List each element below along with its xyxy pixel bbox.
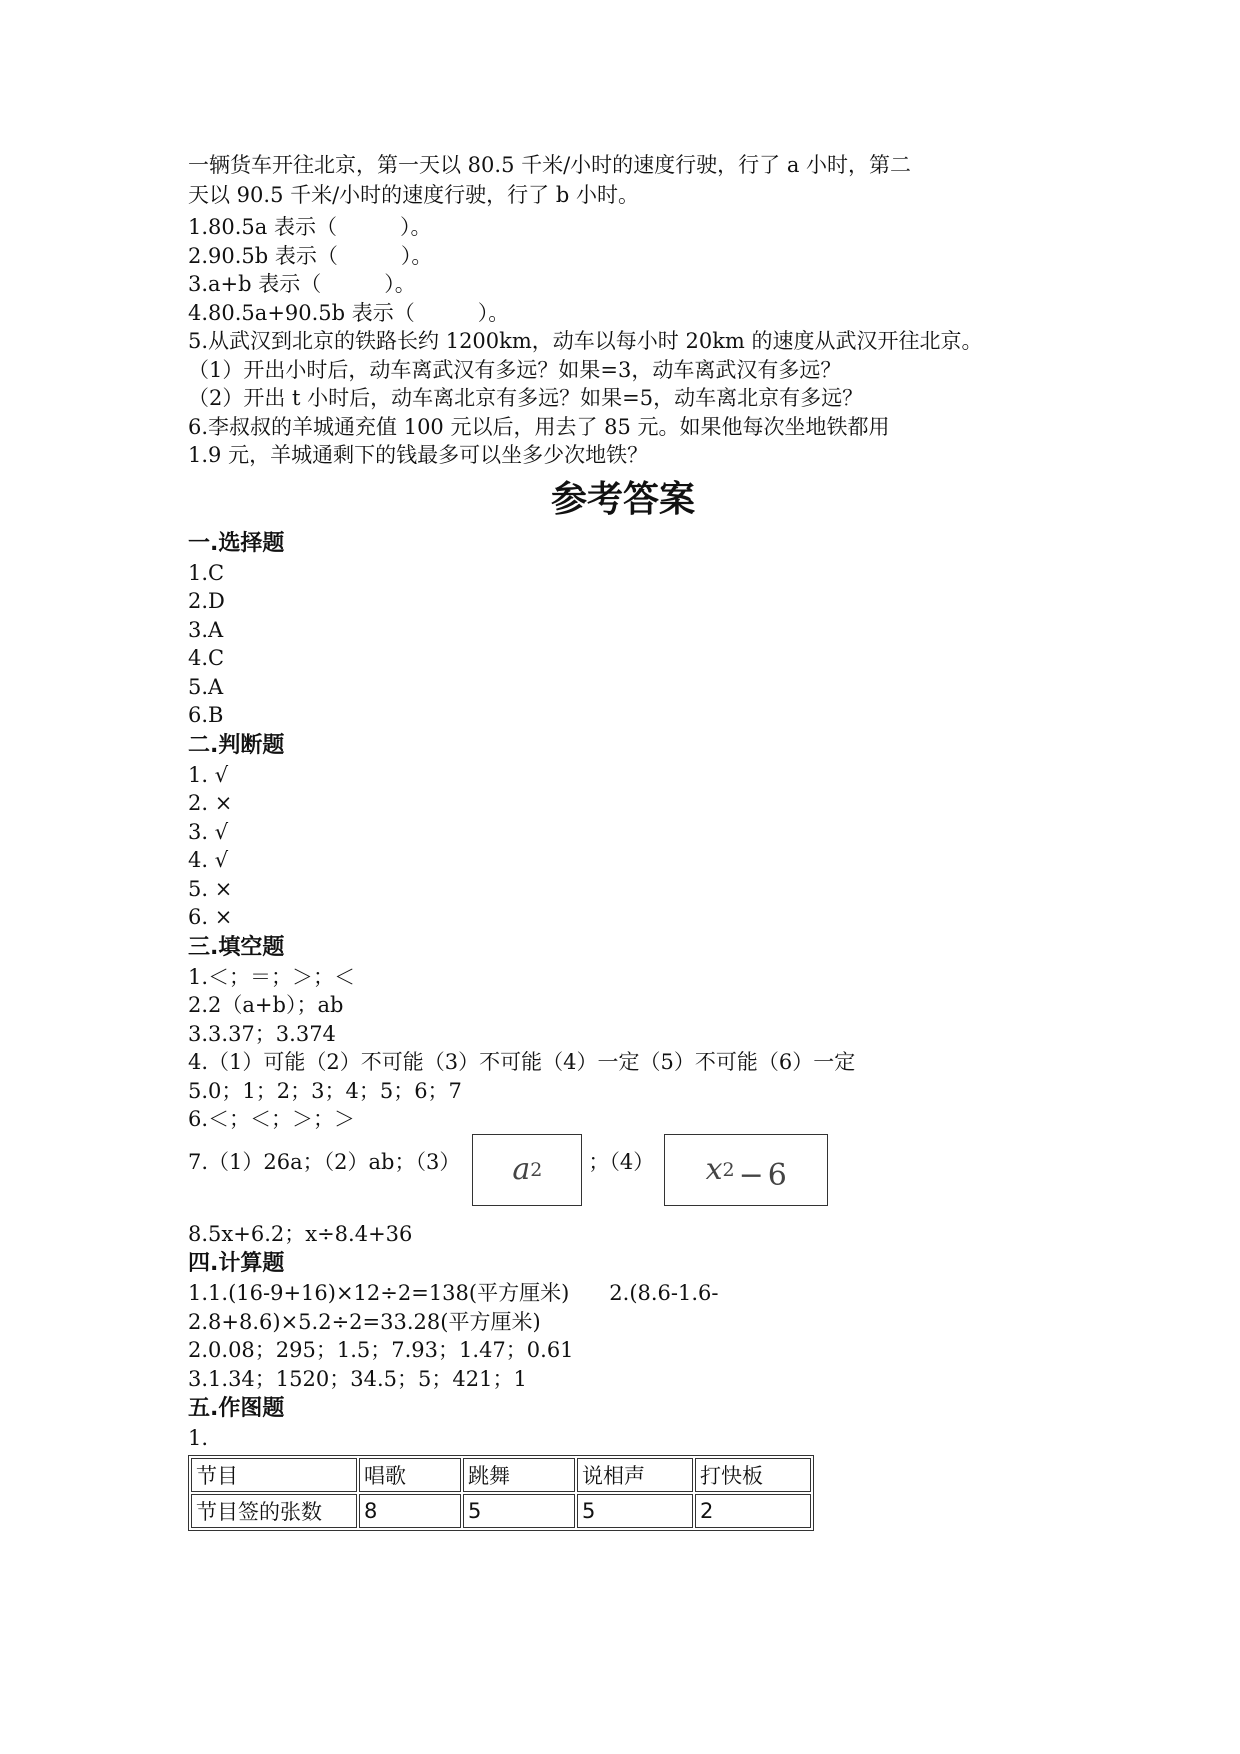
fill-answer-7-prefix: 7.（1）26a；（2）ab；（3） — [188, 1149, 461, 1174]
table-cell: 说相声 — [577, 1458, 693, 1492]
choice-answer: 4.C — [188, 646, 225, 670]
question-2: 2.90.5b 表示（ ）。 — [188, 243, 433, 268]
question-3: 3.a+b 表示（ ）。 — [188, 272, 416, 296]
intro-line-1: 一辆货车开往北京，第一天以 80.5 千米/小时的速度行驶，行了 a 小时，第二 — [188, 153, 912, 177]
fill-answer: 6.＜；＜；＞；＞ — [188, 1107, 356, 1131]
math-base: a — [512, 1152, 531, 1187]
program-table — [188, 1455, 814, 1531]
table-cell: 节目签的张数 — [191, 1494, 357, 1528]
table-cell: 打快板 — [695, 1458, 811, 1492]
table-cell: 8 — [359, 1494, 461, 1528]
section-fill-answers — [188, 963, 1088, 1249]
question-6-line-2: 1.9 元，羊城通剩下的钱最多可以坐多少次地铁？ — [188, 443, 649, 467]
table-cell: 5 — [577, 1494, 693, 1528]
question-list — [188, 213, 1088, 470]
math-number: 6 — [767, 1158, 787, 1193]
judge-answer: 5. × — [188, 876, 233, 901]
draw-answer-1: 1. — [188, 1426, 209, 1450]
table-row — [191, 1458, 811, 1492]
table-cell: 唱歌 — [359, 1458, 461, 1492]
calc-answer-1-cont: 2.8+8.6)×5.2÷2=33.28(平方厘米) — [188, 1309, 541, 1334]
table-cell: 节目 — [191, 1458, 357, 1492]
choice-answer: 5.A — [188, 674, 224, 699]
question-1: 1.80.5a 表示（ ）。 — [188, 215, 432, 239]
judge-answer: 2. × — [188, 791, 233, 815]
calc-answer-3: 3.1.34；1520；34.5；5；421；1 — [188, 1366, 527, 1391]
math-base: x — [705, 1152, 723, 1187]
judge-answer: 6. × — [188, 905, 233, 929]
question-5: 5.从武汉到北京的铁路长约 1200km，动车以每小时 20km 的速度从武汉开往北京。 — [188, 329, 983, 353]
judge-answer: 4. √ — [188, 848, 229, 872]
math-exponent: 2 — [722, 1158, 735, 1181]
fill-answer: 8.5x+6.2；x÷8.4+36 — [188, 1221, 413, 1246]
section-fill-title: 三.填空题 — [188, 934, 285, 960]
section-choice-title: 一.选择题 — [188, 530, 285, 556]
math-exponent: 2 — [530, 1158, 543, 1181]
section-calc-answers — [188, 1279, 1088, 1393]
fill-answer: 5.0；1；2；3；4；5；6；7 — [188, 1078, 462, 1103]
section-draw-title: 五.作图题 — [188, 1396, 285, 1421]
choice-answer: 2.D — [188, 589, 225, 613]
question-5-part-1: （1）开出小时后，动车离武汉有多远？如果=3，动车离武汉有多远？ — [188, 357, 842, 382]
table-cell: 2 — [695, 1494, 811, 1528]
math-formula-image-2 — [664, 1134, 828, 1206]
fill-answer: 3.3.37；3.374 — [188, 1021, 336, 1046]
fill-answer: 1.＜；＝；＞；＜ — [188, 964, 356, 989]
table-cell: 5 — [463, 1494, 575, 1528]
intro-line-2: 天以 90.5 千米/小时的速度行驶，行了 b 小时。 — [188, 183, 639, 207]
question-5-part-2: （2）开出 t 小时后，动车离北京有多远？如果=5，动车离北京有多远？ — [188, 386, 864, 410]
answers-title: 参考答案 — [550, 478, 695, 520]
section-calc-title: 四.计算题 — [188, 1251, 285, 1276]
choice-answer: 1.C — [188, 560, 225, 585]
section-judge-answers — [188, 761, 1088, 932]
document-page — [188, 150, 1088, 1531]
fill-answer: 4.（1）可能（2）不可能（3）不可能（4）一定（5）不可能（6）一定 — [188, 1050, 856, 1074]
table-cell: 跳舞 — [463, 1458, 575, 1492]
calc-answer-1-part-a: 1.1.(16-9+16)×12÷2=138(平方厘米) — [188, 1281, 570, 1305]
judge-answer: 1. √ — [188, 762, 229, 787]
math-operator: − — [738, 1158, 764, 1193]
question-4: 4.80.5a+90.5b 表示（ ）。 — [188, 300, 510, 325]
judge-answer: 3. √ — [188, 819, 229, 844]
question-6-line-1: 6.李叔叔的羊城通充值 100 元以后，用去了 85 元。如果他每次坐地铁都用 — [188, 414, 890, 439]
section-choice-answers — [188, 559, 1088, 730]
fill-answer-7 — [188, 1134, 1088, 1220]
fill-answer-7-mid: ；（4） — [588, 1149, 655, 1174]
calc-answer-2: 2.0.08；295；1.5；7.93；1.47；0.61 — [188, 1338, 574, 1362]
fill-answer: 2.2（a+b）；ab — [188, 993, 344, 1017]
calc-answer-1-part-b: 2.(8.6-1.6- — [609, 1281, 719, 1305]
choice-answer: 3.A — [188, 617, 224, 642]
problem-intro — [188, 150, 1088, 210]
calc-answer-1 — [188, 1279, 1088, 1308]
table-row — [191, 1494, 811, 1528]
math-formula-image-1 — [472, 1134, 582, 1206]
section-judge-title: 二.判断题 — [188, 732, 285, 758]
choice-answer: 6.B — [188, 703, 224, 727]
